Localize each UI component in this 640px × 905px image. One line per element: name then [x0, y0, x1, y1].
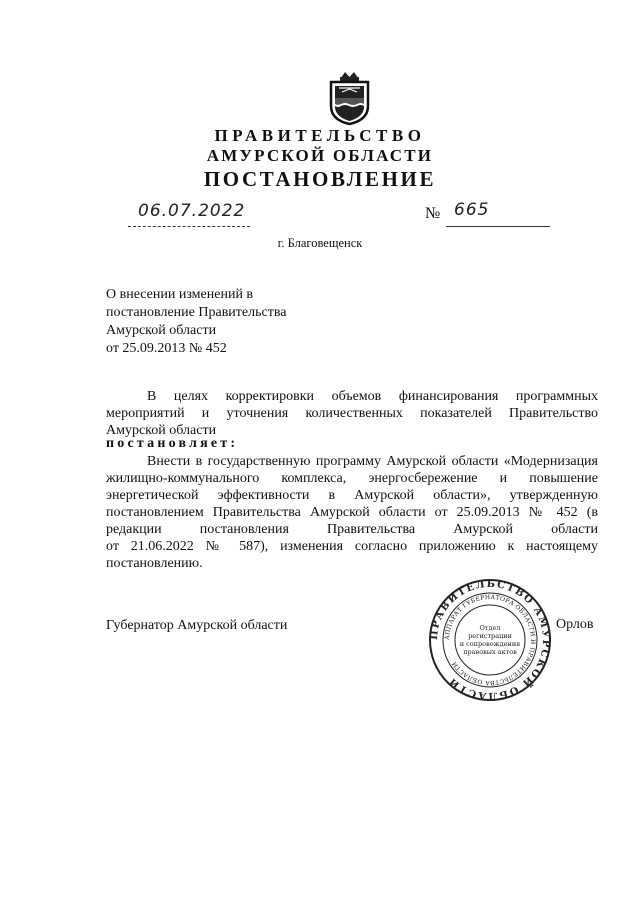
text-line: энергетической эффективности в Амурской области», утвержденную [106, 488, 598, 503]
signatory-position: Губернатор Амурской области [106, 618, 288, 633]
text-line: постановлению. [106, 556, 203, 571]
text-word: Правительства [327, 522, 416, 537]
number-field [446, 200, 550, 227]
text-word: постановления [199, 522, 289, 537]
date-field [128, 201, 250, 227]
subject-line: Амурской области [106, 323, 217, 338]
official-stamp-icon [428, 578, 552, 702]
text-line: мероприятий и уточнения количественных показателей Правительство [106, 406, 598, 421]
document-number: 665 [454, 200, 490, 220]
city-label: г. Благовещенск [277, 236, 363, 250]
subject-line: от 25.09.2013 № 452 [106, 341, 227, 356]
coat-of-arms-icon [327, 68, 372, 126]
document-type-title: ПОСТАНОВЛЕНИЕ [203, 167, 437, 191]
region-title: АМУРСКОЙ ОБЛАСТИ [206, 146, 434, 165]
number-sign: № [425, 205, 441, 222]
document-date: 06.07.2022 [138, 201, 246, 221]
text-line: В целях корректировки объемов финансирования программных [147, 389, 598, 404]
text-word: редакции [106, 522, 162, 537]
stamp-center-line: регистрации [468, 632, 512, 640]
text-line: от 21.06.2022 № 587), изменения согласно приложению к настоящему [106, 539, 598, 554]
stamp-center-line: Отдел [479, 624, 501, 632]
text-line: Амурской области [106, 423, 217, 438]
text-word: области [551, 522, 598, 537]
resolution-paragraph [106, 453, 598, 572]
subject-line: постановление Правительства [106, 305, 287, 320]
text-line: Внести в государственную программу Амурской области «Модернизация [147, 454, 598, 469]
text-line [106, 521, 598, 538]
subject-line: О внесении изменений в [106, 287, 254, 302]
stamp-center-line: и сопровождения [459, 640, 521, 648]
government-title: ПРАВИТЕЛЬСТВО [214, 126, 426, 145]
stamp-middle-text: АППАРАТ ГУБЕРНАТОРА ОБЛАСТИ И ПРАВИТЕЛЬСТВА ОБЛАСТИ [443, 593, 537, 687]
document-subject [106, 286, 286, 358]
text-line: жилищно-коммунального комплекса, энергосбережение и повышение [106, 471, 598, 486]
text-line: постановлением Правительства Амурской области от 25.09.2013 № 452 (в [106, 505, 598, 520]
stamp-outer-text: ПРАВИТЕЛЬСТВО АМУРСКОЙ ОБЛАСТИ [428, 578, 552, 702]
decree-word: постановляет: [106, 436, 239, 451]
stamp-center-line: правовых актов [463, 648, 517, 656]
preamble-paragraph [106, 388, 598, 439]
text-word: Амурской [453, 522, 514, 537]
signatory-name: Орлов [556, 617, 594, 632]
